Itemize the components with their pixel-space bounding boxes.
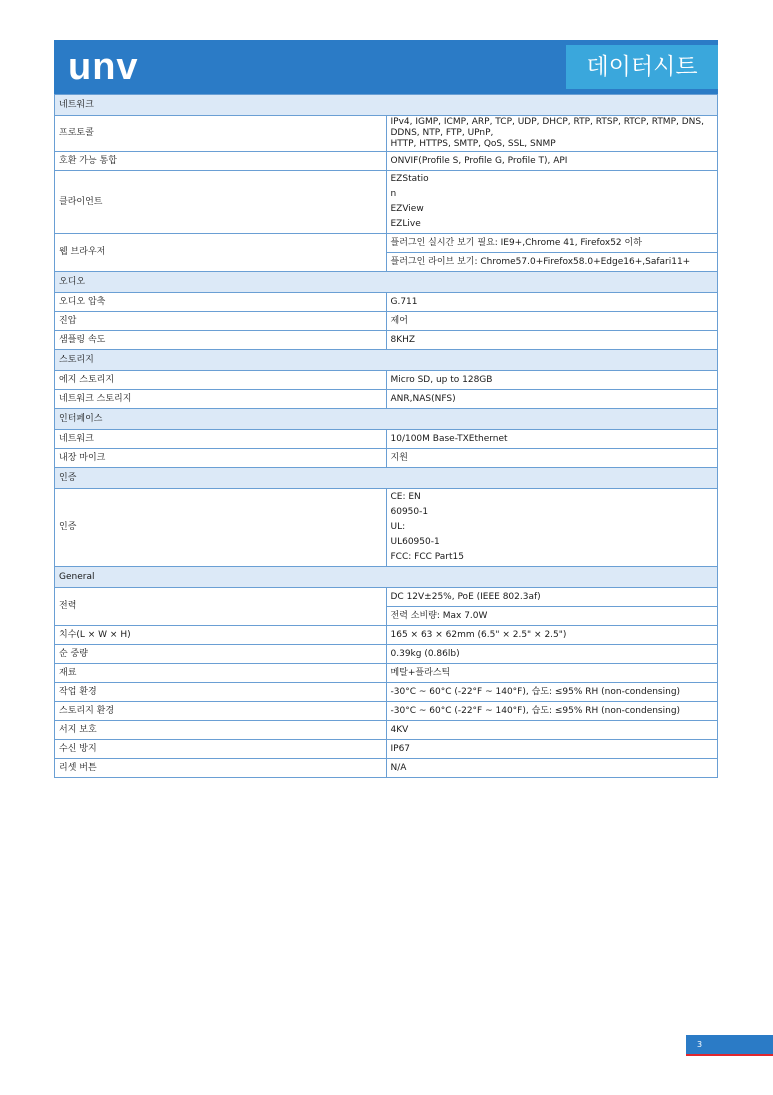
- spec-value: Micro SD, up to 128GB: [386, 371, 718, 390]
- spec-label: 작업 환경: [55, 683, 387, 702]
- spec-label: 클라이언트: [55, 171, 387, 234]
- spec-label: 수신 방지: [55, 740, 387, 759]
- section-header-certification: 인증: [55, 468, 718, 489]
- table-row: [55, 116, 718, 152]
- table-row: [55, 626, 718, 645]
- spec-label: 네트워크: [55, 430, 387, 449]
- spec-table: [54, 94, 718, 778]
- spec-label: 전력: [55, 588, 387, 626]
- table-row: [55, 759, 718, 778]
- spec-value: 10/100M Base-TXEthernet: [386, 430, 718, 449]
- table-row: [55, 588, 718, 607]
- page-number-box: [686, 1035, 773, 1054]
- section-header-network: 네트워크: [55, 95, 718, 116]
- spec-value: 8KHZ: [386, 331, 718, 350]
- table-row: [55, 449, 718, 468]
- spec-value: -30°C ~ 60°C (-22°F ~ 140°F), 습도: ≤95% RH (non-condensing): [386, 702, 718, 721]
- table-row: [55, 489, 718, 567]
- section-header-storage: 스토리지: [55, 350, 718, 371]
- spec-value: ANR,NAS(NFS): [386, 390, 718, 409]
- spec-value: 제어: [386, 312, 718, 331]
- spec-label: 웹 브라우저: [55, 234, 387, 272]
- spec-value: 165 × 63 × 62mm (6.5" × 2.5" × 2.5"): [386, 626, 718, 645]
- table-row: [55, 234, 718, 253]
- table-row: [55, 683, 718, 702]
- page-header: [54, 40, 718, 94]
- spec-label: 서지 보호: [55, 721, 387, 740]
- table-row: [55, 390, 718, 409]
- spec-value: 지원: [386, 449, 718, 468]
- spec-label: 진압: [55, 312, 387, 331]
- spec-value: 플러그인 실시간 보기 필요: IE9+,Chrome 41, Firefox52 이하: [386, 234, 718, 253]
- document-title: 데이터시트: [566, 45, 718, 89]
- table-row: [55, 740, 718, 759]
- table-row: [55, 152, 718, 171]
- section-header-general: General: [55, 567, 718, 588]
- spec-value: -30°C ~ 60°C (-22°F ~ 140°F), 습도: ≤95% RH (non-condensing): [386, 683, 718, 702]
- spec-label: 호환 가능 통합: [55, 152, 387, 171]
- spec-label: 에지 스토리지: [55, 371, 387, 390]
- spec-value: N/A: [386, 759, 718, 778]
- spec-value: EZStatio n EZView EZLive: [386, 171, 718, 234]
- spec-value: IP67: [386, 740, 718, 759]
- spec-label: 샘플링 속도: [55, 331, 387, 350]
- table-row: [55, 664, 718, 683]
- spec-label: 프로토콜: [55, 116, 387, 152]
- table-row: [55, 312, 718, 331]
- spec-value: G.711: [386, 293, 718, 312]
- section-header-interface: 인터페이스: [55, 409, 718, 430]
- spec-value: CE: EN 60950-1 UL: UL60950-1 FCC: FCC Part15: [386, 489, 718, 567]
- spec-value: 0.39kg (0.86lb): [386, 645, 718, 664]
- table-row: [55, 331, 718, 350]
- table-row: [55, 702, 718, 721]
- table-row: [55, 721, 718, 740]
- section-header-audio: 오디오: [55, 272, 718, 293]
- spec-label: 네트워크 스토리지: [55, 390, 387, 409]
- spec-label: 순 중량: [55, 645, 387, 664]
- spec-value: DC 12V±25%, PoE (IEEE 802.3af): [386, 588, 718, 607]
- spec-value: ONVIF(Profile S, Profile G, Profile T), API: [386, 152, 718, 171]
- spec-value: IPv4, IGMP, ICMP, ARP, TCP, UDP, DHCP, RTP, RTSP, RTCP, RTMP, DNS, DDNS, NTP, FTP, UPnP, HTTP, HTTPS, SMTP, QoS, SSL, SNMP: [386, 116, 718, 152]
- spec-label: 리셋 버튼: [55, 759, 387, 778]
- spec-value: 4KV: [386, 721, 718, 740]
- table-row: [55, 171, 718, 234]
- table-row: [55, 645, 718, 664]
- table-row: [55, 293, 718, 312]
- spec-value: 플러그인 라이브 보기: Chrome57.0+Firefox58.0+Edge16+,Safari11+: [386, 253, 718, 272]
- page-number: 3: [697, 1040, 703, 1049]
- spec-label: 치수(L × W × H): [55, 626, 387, 645]
- brand-logo: unv: [68, 46, 139, 88]
- spec-label: 재료: [55, 664, 387, 683]
- spec-value: 메탈+플라스틱: [386, 664, 718, 683]
- table-row: [55, 430, 718, 449]
- spec-label: 내장 마이크: [55, 449, 387, 468]
- footer-accent-line: [686, 1054, 773, 1056]
- spec-label: 인증: [55, 489, 387, 567]
- spec-label: 오디오 압축: [55, 293, 387, 312]
- spec-value: 전력 소비량: Max 7.0W: [386, 607, 718, 626]
- spec-label: 스토리지 환경: [55, 702, 387, 721]
- table-row: [55, 371, 718, 390]
